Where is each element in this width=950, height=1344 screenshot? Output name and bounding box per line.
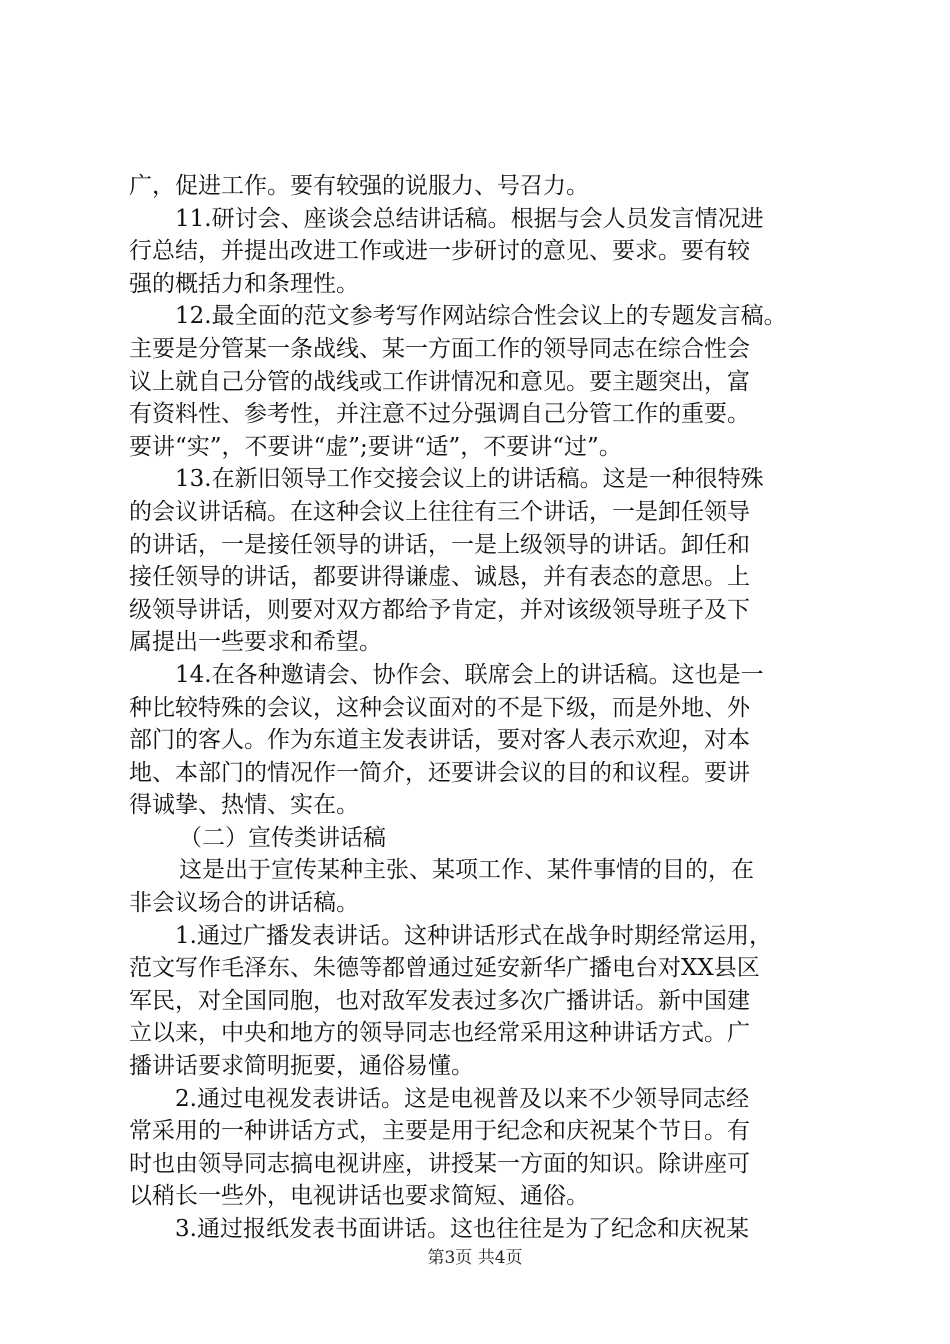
text-line: 军民，对全国同胞，也对敌军发表过多次广播讲话。新中国建 [129, 987, 750, 1014]
text-line: 级领导讲话，则要对双方都给予肯定，并对该级领导班子及下 [129, 596, 750, 623]
text-line: 接任领导的讲话，都要讲得谦虚、诚恳，并有表态的意思。上 [129, 564, 750, 591]
text-line: 1.通过广播发表讲话。这种讲话形式在战争时期经常运用， [175, 922, 772, 949]
text-line: 范文写作毛泽东、朱德等都曾通过延安新华广播电台对XX县区 [129, 955, 760, 982]
text-line: 广，促进工作。要有较强的说服力、号召力。 [129, 173, 589, 199]
text-line: 种比较特殊的会议，这种会议面对的不是下级，而是外地、外 [129, 694, 750, 721]
text-line: 3.通过报纸发表书面讲话。这也往往是为了纪念和庆祝某 [175, 1216, 749, 1242]
text-line: 有资料性、参考性，并注意不过分强调自己分管工作的重要。 [129, 401, 750, 428]
page-footer: 第3页 共4页 [427, 1248, 523, 1268]
text-line: 14.在各种邀请会、协作会、联席会上的讲话稿。这也是一 [175, 661, 764, 688]
text-line: 的讲话，一是接任领导的讲话，一是上级领导的讲话。卸任和 [129, 531, 750, 558]
text-line: 以稍长一些外，电视讲话也要求简短、通俗。 [129, 1183, 589, 1210]
text-line: 得诚挚、热情、实在。 [129, 792, 359, 819]
text-line: 行总结，并提出改进工作或进一步研讨的意见、要求。要有较 [129, 238, 750, 265]
text-line: 议上就自己分管的战线或工作讲情况和意见。要主题突出，富 [129, 368, 750, 395]
text-line: 主要是分管某一条战线、某一方面工作的领导同志在综合性会 [129, 335, 750, 362]
text-line: 强的概括力和条理性。 [129, 270, 359, 297]
text-line: 的会议讲话稿。在这种会议上往往有三个讲话，一是卸任领导 [129, 498, 750, 525]
text-line: （二）宣传类讲话稿 [179, 824, 386, 851]
text-line: 时也由领导同志搞电视讲座，讲授某一方面的知识。除讲座可 [129, 1150, 750, 1177]
text-line: 地、本部门的情况作一简介，还要讲会议的目的和议程。要讲 [129, 759, 750, 786]
text-line: 部门的客人。作为东道主发表讲话，要对客人表示欢迎，对本 [129, 727, 750, 754]
text-line: 常采用的一种讲话方式，主要是用于纪念和庆祝某个节日。有 [129, 1118, 750, 1145]
text-line: 2.通过电视发表讲话。这是电视普及以来不少领导同志经 [175, 1085, 749, 1112]
text-line: 立以来，中央和地方的领导同志也经常采用这种讲话方式。广 [129, 1020, 750, 1047]
text-line: 属提出一些要求和希望。 [129, 629, 382, 656]
text-line: 播讲话要求简明扼要，通俗易懂。 [129, 1053, 474, 1080]
text-line: 这是出于宣传某种主张、某项工作、某件事情的目的，在 [179, 857, 754, 884]
text-line: 12.最全面的范文参考写作网站综合性会议上的专题发言稿。 [175, 303, 787, 330]
text-line: 非会议场合的讲话稿。 [129, 890, 359, 917]
text-line: 要讲“实”，不要讲“虚”;要讲“适”，不要讲“过”。 [129, 433, 622, 460]
document-body [129, 170, 849, 1246]
text-line: 11.研讨会、座谈会总结讲话稿。根据与会人员发言情况进 [175, 205, 764, 232]
text-line: 13.在新旧领导工作交接会议上的讲话稿。这是一种很特殊 [175, 466, 764, 493]
